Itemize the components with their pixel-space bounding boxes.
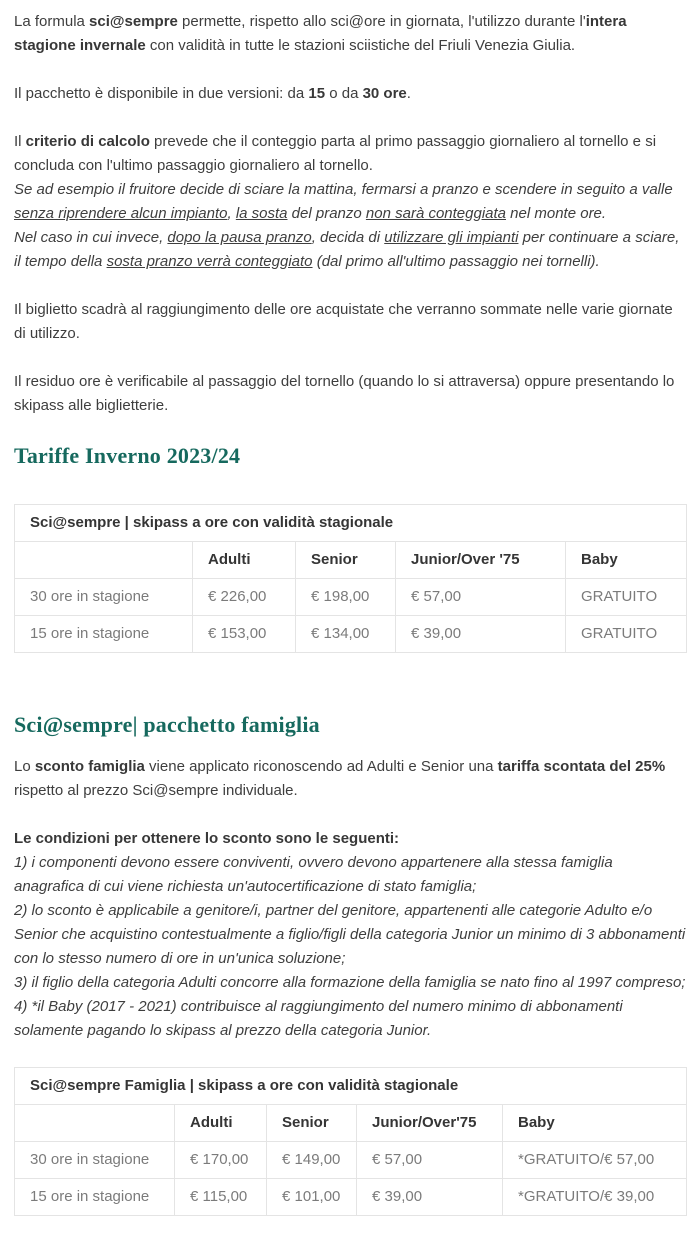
price-cell: € 115,00: [175, 1179, 267, 1216]
column-header-baby: Baby: [566, 542, 687, 579]
column-header-baby: Baby: [503, 1105, 687, 1142]
text-segment: Lo: [14, 758, 35, 775]
table-row: [15, 616, 687, 653]
table-row: [15, 579, 687, 616]
price-cell: € 134,00: [296, 616, 396, 653]
price-cell: € 57,00: [357, 1142, 503, 1179]
column-header-junior: Junior/Over'75: [357, 1105, 503, 1142]
price-cell: € 101,00: [267, 1179, 357, 1216]
text-segment: ,: [227, 205, 236, 222]
heading-tariffe-inverno: Tariffe Inverno 2023/24: [14, 443, 241, 468]
table-row: [15, 1142, 687, 1179]
table-header-row: [15, 542, 687, 579]
price-cell: *GRATUITO/€ 39,00: [503, 1179, 687, 1216]
text-segment: Il: [14, 133, 26, 150]
text-segment: del pranzo: [287, 205, 366, 222]
price-cell: GRATUITO: [566, 579, 687, 616]
ticket-expiry-paragraph: Il biglietto scadrà al raggiungimento delle ore acquistate che verranno sommate nelle varie giornate di utilizzo.: [14, 301, 673, 342]
text-segment-underline: non sarà conteggiata: [365, 205, 507, 222]
text-segment-bold: criterio di calcolo: [25, 133, 150, 150]
example-no-lift-paragraph: [14, 178, 686, 226]
row-label-cell: 15 ore in stagione: [15, 1179, 175, 1216]
row-label-cell: 15 ore in stagione: [15, 616, 193, 653]
text-segment: Il pacchetto è disponibile in due versioni: da: [14, 85, 309, 102]
intro-paragraph: [14, 10, 686, 58]
text-segment: La formula: [14, 13, 90, 30]
condition-item-2: 2) lo sconto è applicabile a genitore/i, partner del genitore, appartenenti alle categorie Adulto e/o Senior che acquistino contestualmente a figlio/figli della categoria Junior un minimo di 3 abbonamenti con lo stesso numero di ore in un'unica soluzione;: [14, 902, 686, 967]
text-segment: (dal primo all'ultimo passaggio nei tornelli).: [312, 253, 600, 270]
conditions-block: [14, 827, 686, 1043]
table-title-row: [15, 505, 687, 542]
remaining-hours-paragraph: Il residuo ore è verificabile al passaggio del tornello (quando lo si attraversa) oppure presentando lo skipass alle biglietterie.: [14, 373, 675, 414]
row-label-cell: 30 ore in stagione: [15, 1142, 175, 1179]
text-segment: con validità in tutte le stazioni sciistiche del Friuli Venezia Giulia.: [145, 37, 576, 54]
condition-item-3: 3) il figlio della categoria Adulti concorre alla formazione della famiglia se nato fino al 1997 compreso;: [14, 974, 686, 991]
text-segment-bold: 30 ore: [362, 85, 407, 102]
column-header-empty: [15, 542, 193, 579]
column-header-adulti: Adulti: [175, 1105, 267, 1142]
table-header-row: [15, 1105, 687, 1142]
text-segment-underline: sosta pranzo verrà conteggiato: [106, 253, 313, 270]
price-cell: GRATUITO: [566, 616, 687, 653]
table-title-cell: Sci@sempre Famiglia | skipass a ore con validità stagionale: [15, 1068, 687, 1105]
price-cell: € 226,00: [193, 579, 296, 616]
text-segment-bold: 15: [308, 85, 326, 102]
condition-item-4: 4) *il Baby (2017 - 2021) contribuisce al raggiungimento del numero minimo di abbonamenti solamente pagando lo skipass al prezzo della categoria Junior.: [14, 998, 623, 1039]
text-segment-underline: utilizzare gli impianti: [384, 229, 519, 246]
price-cell: € 153,00: [193, 616, 296, 653]
text-segment-underline: dopo la pausa pranzo: [167, 229, 312, 246]
price-cell: € 39,00: [357, 1179, 503, 1216]
price-cell: € 170,00: [175, 1142, 267, 1179]
price-cell: € 149,00: [267, 1142, 357, 1179]
price-cell: € 57,00: [396, 579, 566, 616]
text-segment-bold: sci@sempre: [89, 13, 178, 30]
sci-sempre-famiglia-price-table: [14, 1067, 687, 1216]
text-segment: , decida di: [311, 229, 385, 246]
table-title-cell: Sci@sempre | skipass a ore con validità stagionale: [15, 505, 687, 542]
calculation-criteria-paragraph: [14, 130, 686, 178]
column-header-adulti: Adulti: [193, 542, 296, 579]
text-segment: prevede che il conteggio parta al primo passaggio giornaliero al tornello e si concluda con l'ultimo passaggio giornaliero al tornello.: [14, 133, 657, 174]
text-segment: o da: [325, 85, 363, 102]
text-segment: rispetto al prezzo Sci@sempre individuale.: [14, 782, 298, 799]
text-segment: Se ad esempio il fruitore decide di sciare la mattina, fermarsi a pranzo e scendere in seguito a valle: [14, 181, 673, 198]
column-header-empty: [15, 1105, 175, 1142]
column-header-senior: Senior: [267, 1105, 357, 1142]
table-row: [15, 1179, 687, 1216]
example-with-lift-paragraph: [14, 226, 686, 274]
conditions-title: Le condizioni per ottenere lo sconto sono le seguenti:: [14, 830, 400, 847]
text-segment: .: [406, 85, 411, 102]
price-cell: € 198,00: [296, 579, 396, 616]
row-label-cell: 30 ore in stagione: [15, 579, 193, 616]
text-segment: nel monte ore.: [506, 205, 607, 222]
family-discount-paragraph: [14, 755, 686, 803]
text-segment-bold: intera stagione invernale: [14, 13, 627, 54]
text-segment-underline: la sosta: [235, 205, 288, 222]
sci-sempre-price-table: [14, 504, 687, 653]
calculation-criteria-block: [14, 130, 686, 274]
text-segment: permette, rispetto allo sci@ore in giornata, l'utilizzo durante l': [177, 13, 586, 30]
condition-item-1: 1) i componenti devono essere conviventi, ovvero devono appartenere alla stessa famiglia anagrafica di cui viene richiesta un'autocertificazione di stato famiglia;: [14, 854, 613, 895]
text-segment: per continuare a sciare, il tempo della: [14, 229, 680, 270]
price-cell: € 39,00: [396, 616, 566, 653]
column-header-senior: Senior: [296, 542, 396, 579]
text-segment: Nel caso in cui invece,: [14, 229, 168, 246]
text-segment-bold: tariffa scontata del 25%: [497, 758, 666, 775]
text-segment-bold: sconto famiglia: [34, 758, 145, 775]
table-title-row: [15, 1068, 687, 1105]
column-header-junior: Junior/Over '75: [396, 542, 566, 579]
text-segment-underline: senza riprendere alcun impianto: [14, 205, 228, 222]
price-cell: *GRATUITO/€ 57,00: [503, 1142, 687, 1179]
heading-pacchetto-famiglia: Sci@sempre| pacchetto famiglia: [14, 712, 320, 737]
text-segment: viene applicato riconoscendo ad Adulti e Senior una: [144, 758, 498, 775]
package-versions-paragraph: [14, 82, 686, 106]
